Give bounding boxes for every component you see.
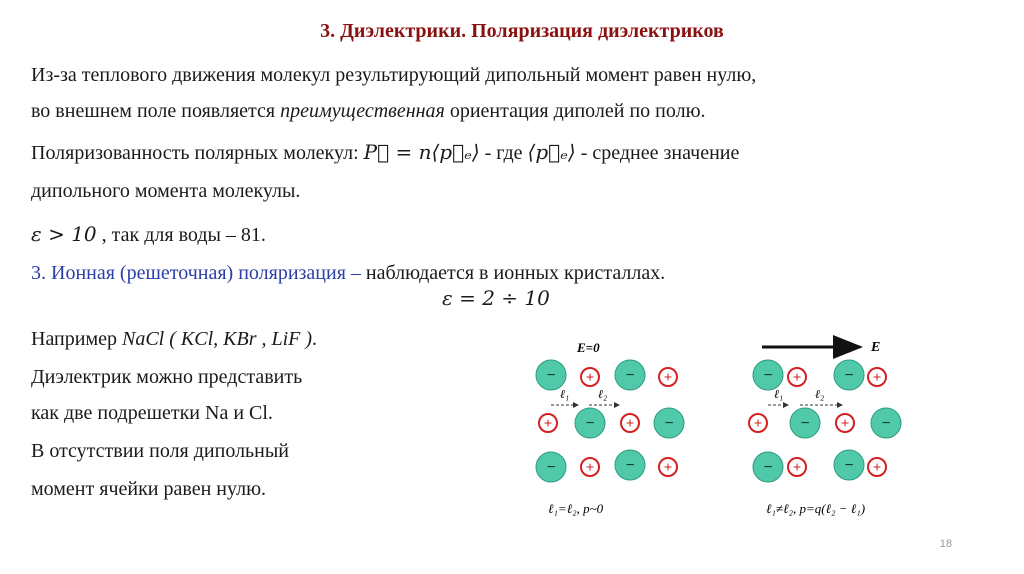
polarization-formula: P⃗ = n⟨p⃗ₑ⟩ [363, 140, 480, 164]
svg-text:−: − [625, 367, 635, 384]
ionic-polarization-heading: 3. Ионная (решеточная) поляризация – [31, 262, 361, 284]
svg-text:+: + [872, 460, 882, 476]
text-line-8-end: . [312, 328, 318, 350]
svg-text:−: − [844, 367, 854, 384]
text-line-3-start: Поляризованность полярных молекул: [31, 142, 364, 164]
svg-text:+: + [663, 460, 673, 476]
anion-right-2 [834, 360, 864, 390]
cation-right-9 [788, 458, 806, 476]
cation-right-3 [868, 368, 886, 386]
cation-left-1 [581, 368, 599, 386]
anion-left-8 [536, 452, 566, 482]
right-l2-label: ℓ₂ [815, 387, 825, 401]
svg-text:−: − [844, 457, 854, 474]
anion-right-8 [753, 452, 783, 482]
svg-text:+: + [840, 416, 850, 432]
crystal-examples: NaCl ( KCl, KBr , LiF ) [122, 328, 313, 350]
mean-dipole-formula: ⟨p⃗ₑ⟩ [527, 140, 576, 164]
anion-left-5 [575, 408, 605, 438]
svg-text:−: − [585, 415, 595, 432]
text-line-1: Из-за теплового движения молекул результирующий дипольный момент равен нулю, [31, 64, 757, 86]
page-number: 18 [939, 538, 952, 550]
svg-text:+: + [585, 370, 595, 386]
left-field-label: E=0 [577, 340, 600, 355]
left-l2-label: ℓ₂ [598, 387, 608, 401]
svg-text:+: + [792, 460, 802, 476]
cation-left-6 [621, 414, 639, 432]
text-line-8-start: Например [31, 328, 122, 350]
anion-right-5 [790, 408, 820, 438]
svg-text:−: − [763, 367, 773, 384]
text-line-6-end: наблюдается в ионных кристаллах. [360, 262, 666, 284]
svg-text:+: + [543, 416, 553, 432]
anion-left-10 [615, 450, 645, 480]
text-line-9: Диэлектрик можно представить [31, 366, 303, 388]
anion-left-0 [536, 360, 566, 390]
svg-text:−: − [625, 457, 635, 474]
svg-text:−: − [546, 459, 556, 476]
right-field-label: E [871, 340, 881, 355]
cation-right-6 [836, 414, 854, 432]
text-line-5-end: , так для воды – 81. [96, 224, 266, 246]
epsilon-formula: ε > 10 [31, 222, 97, 246]
text-line-2-emphasis: преимущественная [280, 100, 445, 122]
text-line-3-end: - среднее значение [575, 142, 740, 164]
cation-left-9 [581, 458, 599, 476]
slide-title: 3. Диэлектрики. Поляризация диэлектриков [320, 20, 724, 42]
text-line-10: как две подрешетки Na и Cl. [31, 402, 273, 424]
cation-left-4 [539, 414, 557, 432]
svg-text:−: − [763, 459, 773, 476]
left-caption: ℓ₁=ℓ₂, p~0 [548, 501, 604, 516]
text-line-2-start: во внешнем поле появляется [31, 100, 281, 122]
cation-right-4 [749, 414, 767, 432]
text-line-2-end: ориентация диполей по полю. [444, 100, 706, 122]
svg-text:−: − [800, 415, 810, 432]
svg-text:+: + [585, 460, 595, 476]
epsilon-range-formula: ε = 2 ÷ 10 [442, 286, 550, 310]
text-line-3-mid: - где [479, 142, 528, 164]
svg-text:+: + [625, 416, 635, 432]
svg-text:+: + [663, 370, 673, 386]
text-line-4: дипольного момента молекулы. [31, 180, 301, 202]
cation-left-11 [659, 458, 677, 476]
anion-right-0 [753, 360, 783, 390]
cation-left-3 [659, 368, 677, 386]
anion-right-10 [834, 450, 864, 480]
svg-text:−: − [546, 367, 556, 384]
left-l1-label: ℓ₁ [560, 387, 570, 401]
text-line-12: момент ячейки равен нулю. [31, 478, 267, 500]
cation-right-1 [788, 368, 806, 386]
anion-left-2 [615, 360, 645, 390]
svg-text:+: + [872, 370, 882, 386]
anion-left-7 [654, 408, 684, 438]
svg-text:−: − [664, 415, 674, 432]
svg-text:−: − [881, 415, 891, 432]
text-line-11: В отсутствии поля дипольный [31, 440, 290, 462]
svg-text:+: + [792, 370, 802, 386]
cation-right-11 [868, 458, 886, 476]
svg-text:+: + [753, 416, 763, 432]
right-caption: ℓ₁≠ℓ₂, p=q(ℓ₂ − ℓ₁) [766, 501, 866, 516]
right-l1-label: ℓ₁ [774, 387, 784, 401]
anion-right-7 [871, 408, 901, 438]
